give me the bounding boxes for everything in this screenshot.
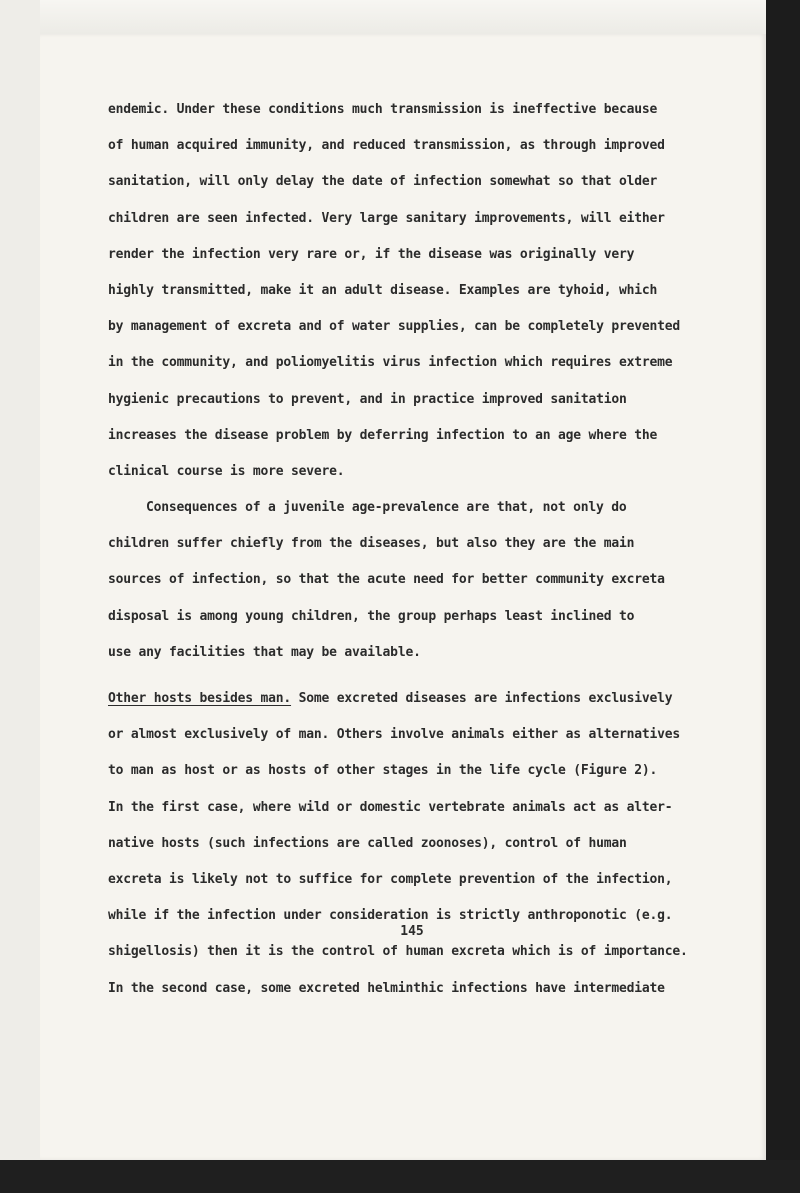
text-line: [108, 681, 708, 717]
text-line: while if the infection under consideration is strictly anthroponotic (e.g.: [108, 908, 673, 924]
text-line: or almost exclusively of man. Others involve animals either as alternatives: [108, 727, 680, 743]
scan-top-margin: [0, 0, 800, 34]
text-line: to man as host or as hosts of other stages in the life cycle (Figure 2).: [108, 763, 658, 779]
text-line: endemic. Under these conditions much transmission is ineffective because: [108, 102, 658, 117]
text-line: shigellosis) then it is the control of human excreta which is of importance.: [108, 944, 688, 960]
paragraph-1: [108, 92, 708, 490]
text-line: hygienic precautions to prevent, and in practice improved sanitation: [108, 391, 627, 407]
text-line: increases the disease problem by deferring infection to an age where the: [108, 427, 658, 443]
text-line: in the community, and poliomyelitis virus infection which requires extreme: [108, 355, 673, 371]
text-line: by management of excreta and of water supplies, can be completely prevented: [108, 319, 680, 335]
paragraph-2: [108, 490, 708, 671]
text-line: Consequences of a juvenile age-prevalence are that, not only do: [146, 500, 627, 516]
text-line: render the infection very rare or, if the disease was originally very: [108, 246, 635, 262]
text-line: use any facilities that may be available.: [108, 644, 421, 660]
text-line: excreta is likely not to suffice for complete prevention of the infection,: [108, 871, 673, 887]
section-heading: Other hosts besides man.: [108, 691, 292, 706]
text-line: In the first case, where wild or domestic vertebrate animals act as alter-: [108, 799, 673, 815]
text-line: sources of infection, so that the acute need for better community excreta: [108, 572, 665, 588]
text-fragment: Some excreted diseases are infections exclusively: [291, 691, 673, 706]
page-text: [108, 92, 708, 1007]
text-line: of human acquired immunity, and reduced transmission, as through improved: [108, 138, 665, 154]
text-line: sanitation, will only delay the date of infection somewhat so that older: [108, 174, 658, 190]
text-line: disposal is among young children, the group perhaps least inclined to: [108, 608, 635, 624]
text-line: children are seen infected. Very large sanitary improvements, will either: [108, 210, 665, 226]
text-line: In the second case, some excreted helminthic infections have intermediate: [108, 980, 665, 996]
scan-bottom-background: [0, 1160, 800, 1193]
page-number: 145: [400, 924, 424, 939]
text-line: children suffer chiefly from the diseases, but also they are the main: [108, 536, 635, 552]
scan-left-margin: [0, 0, 40, 1160]
text-line: highly transmitted, make it an adult disease. Examples are tyhoid, which: [108, 282, 658, 298]
scan-right-background: [766, 0, 800, 1193]
text-line: clinical course is more severe.: [108, 463, 345, 479]
text-line: native hosts (such infections are called zoonoses), control of human: [108, 835, 627, 851]
paragraph-3: [108, 681, 708, 1007]
document-page: [40, 34, 766, 1160]
